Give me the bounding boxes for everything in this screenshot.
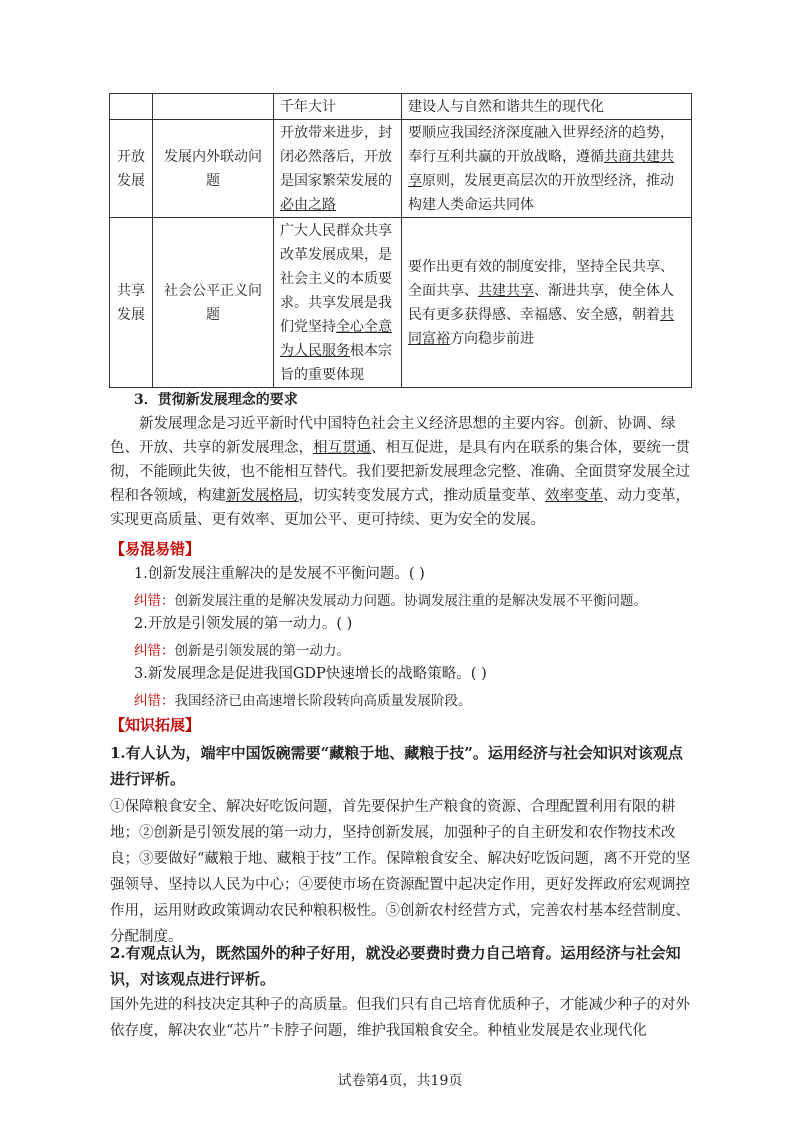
table-cell <box>402 120 692 218</box>
table-row <box>110 120 692 218</box>
correction-text: 创新是引领发展的第一动力。 <box>174 643 350 659</box>
cell-text: 根本宗旨的重要体现 <box>280 342 392 383</box>
cell-text: 开放带来进步，封闭必然落后，开放是国家繁荣发展的 <box>280 124 392 189</box>
table-row <box>110 218 692 388</box>
underlined-term: 共建共享 <box>478 282 534 299</box>
confusion-correction <box>134 640 350 662</box>
correction-label: 纠错： <box>134 593 175 609</box>
table-cell: 千年大计 <box>274 94 402 120</box>
confusion-question: 2.开放是引领发展的第一动力。( ) <box>134 616 353 632</box>
confusion-question: 3.新发展理念是促进我国GDP快速增长的战略策略。( ) <box>134 666 487 682</box>
table-cell <box>274 120 402 218</box>
correction-text: 我国经济已由高速增长阶段转向高质量发展阶段。 <box>174 693 472 709</box>
knowledge-question: 1.有人认为，端牢中国饭碗需要“藏粮于地、藏粮于技”。运用经济与社会知识对该观点进行评析。 <box>110 744 683 788</box>
correction-label: 纠错： <box>134 643 175 659</box>
table-row <box>110 94 692 120</box>
table-cell: 开放发展 <box>110 120 153 218</box>
table-cell: 共享发展 <box>110 218 153 388</box>
table-cell <box>274 218 402 388</box>
knowledge-heading: 【知识拓展】 <box>110 716 201 734</box>
confusion-heading: 【易混易错】 <box>110 540 201 558</box>
underlined-term: 共同富裕 <box>408 306 674 347</box>
correction-label: 纠错： <box>134 693 175 709</box>
cell-text: 、渐进共享，使全体人民有更多获得感、幸福感、安全感，朝着 <box>408 282 674 323</box>
underlined-term: 全心全意为人民服务 <box>280 318 392 359</box>
underlined-term: 新发展格局 <box>226 488 299 504</box>
cell-text: 原则，发展更高层次的开放型经济，推动构建人类命运共同体 <box>408 172 674 213</box>
correction-text: 创新发展注重的是解决发展动力问题。协调发展注重的是解决发展不平衡问题。 <box>174 593 647 609</box>
paragraph-text: 、动力变革，实现更高质量、更有效率、更加公平、更可持续、更为安全的发展。 <box>110 488 690 528</box>
section-title: 3．贯彻新发展理念的要求 <box>134 392 298 408</box>
knowledge-question: 2.有观点认为，既然国外的种子好用，就没必要费时费力自己培育。运用经济与社会知识，对该观点进行评析。 <box>110 944 681 988</box>
confusion-question: 1.创新发展注重解决的是发展不平衡问题。( ) <box>134 566 425 582</box>
underlined-term: 必由之路 <box>280 196 336 213</box>
cell-text: 广大人民群众共享改革发展成果，是社会主义的本质要求。共享发展是我们党坚持 <box>280 222 392 335</box>
paragraph-text: 新发展理念是习近平新时代中国特色社会主义经济思想的主要内容。创新、协调、绿色、开放、共享的新发展理念， <box>110 416 676 456</box>
table-cell <box>153 94 274 120</box>
cell-text: 方向稳步前进 <box>450 330 534 347</box>
underlined-term: 相互贯通 <box>313 440 371 456</box>
confusion-correction <box>134 690 472 712</box>
table-cell: 社会公平正义问题 <box>153 218 274 388</box>
confusion-correction <box>134 590 647 612</box>
table-cell <box>110 94 153 120</box>
underlined-term: 共商共建共享 <box>408 148 674 189</box>
underlined-term: 效率变革 <box>545 488 603 504</box>
knowledge-answer: ①保障粮食安全、解决好吃饭问题，首先要保护生产粮食的资源、合理配置利用有限的耕地；②创新是引领发展的第一动力，坚持创新发展，加强种子的自主研发和农作物技术改良；③要做好“藏粮于地、藏粮于技”工作。保障粮食安全、解决好吃饭问题，离不开党的坚强领导、坚持以人民为中心；④要使市场在资源配置中起决定作用，更好发挥政府宏观调控作用，运用财政政策调动农民种粮积极性。⑤创新农村经营方式，完善农村基本经营制度、分配制度。 <box>110 799 691 945</box>
cell-text: 要顺应我国经济深度融入世界经济的趋势，奉行互利共赢的开放战略，遵循 <box>408 124 674 165</box>
paragraph-text: ，切实转变发展方式，推动质量变革、 <box>298 488 545 504</box>
knowledge-answer: 国外先进的科技决定其种子的高质量。但我们只有自己培育优质种子，才能减少种子的对外依存度，解决农业“芯片”卡脖子问题，维护我国粮食安全。种植业发展是农业现代化 <box>110 997 690 1039</box>
table-cell: 发展内外联动问题 <box>153 120 274 218</box>
development-concept-table <box>109 93 692 388</box>
section-paragraph <box>110 412 693 532</box>
paragraph-text: 、相互促进，是具有内在联系的集合体，要统一贯彻，不能顾此失彼，也不能相互替代。我们要把新发展理念完整、准确、全面贯穿发展全过程和各领域，构建 <box>110 440 690 504</box>
table-cell <box>402 218 692 388</box>
cell-text: 要作出更有效的制度安排，坚持全民共享、全面共享、 <box>408 258 674 299</box>
table-cell: 建设人与自然和谐共生的现代化 <box>402 94 692 120</box>
page-footer: 试卷第4页，共19页 <box>337 1073 463 1089</box>
